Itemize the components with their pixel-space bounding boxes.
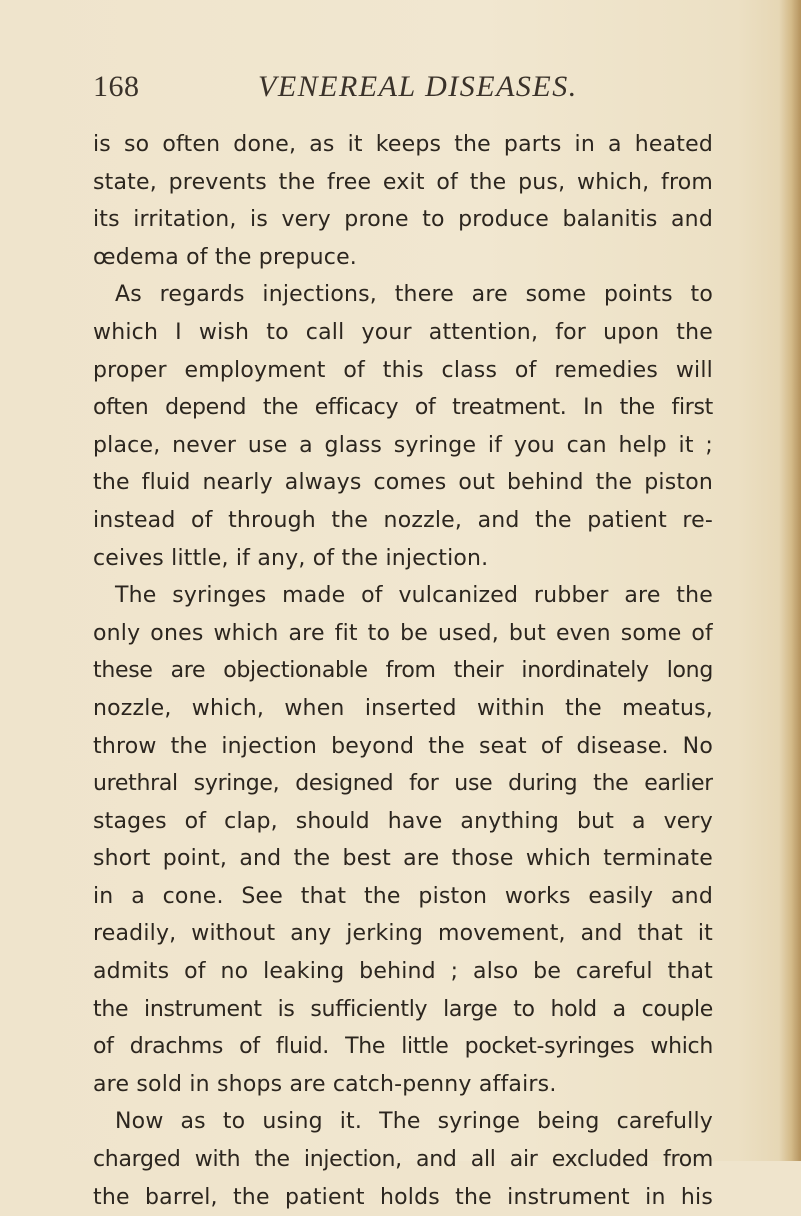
- text-line: the instrument is sufficiently large to hold a couple: [93, 996, 713, 1022]
- text-line: the barrel, the patient holds the instrument in his: [93, 1184, 713, 1210]
- text-line: in a cone. See that the piston works easily and: [93, 883, 713, 909]
- text-line: admits of no leaking behind ; also be careful that: [93, 959, 713, 985]
- text-line: proper employment of this class of remedies will: [93, 357, 713, 383]
- text-line: The syringes made of vulcanized rubber are the: [115, 583, 713, 609]
- text-line: are sold in shops are catch-penny affairs.: [93, 1071, 557, 1097]
- text-line: urethral syringe, designed for use during the earlier: [93, 771, 713, 797]
- text-line: place, never use a glass syringe if you can help it ;: [93, 432, 713, 458]
- text-line: instead of through the nozzle, and the patient re-: [93, 507, 713, 533]
- text-line: charged with the injection, and all air excluded from: [93, 1147, 713, 1173]
- text-line: its irritation, is very prone to produce balanitis and: [93, 207, 713, 233]
- text-line: the fluid nearly always comes out behind the piston: [93, 470, 713, 496]
- page-number: 168: [93, 70, 140, 103]
- text-line: throw the injection beyond the seat of disease. No: [93, 733, 713, 759]
- text-line: state, prevents the free exit of the pus, which, from: [93, 169, 713, 195]
- page-edge-shadow: [779, 0, 801, 1161]
- text-line: only ones which are fit to be used, but even some of: [93, 620, 713, 646]
- text-line: short point, and the best are those which terminate: [93, 846, 713, 872]
- text-line: As regards injections, there are some points to: [115, 282, 713, 308]
- text-line: ceives little, if any, of the injection.: [93, 545, 489, 571]
- running-title: VENEREAL DISEASES.: [258, 70, 578, 103]
- text-line: readily, without any jerking movement, and that it: [93, 921, 713, 947]
- text-line: Now as to using it. The syringe being carefully: [115, 1109, 713, 1135]
- text-line: nozzle, which, when inserted within the meatus,: [93, 695, 713, 721]
- text-line: these are objectionable from their inordinately long: [93, 658, 713, 684]
- text-line: œdema of the prepuce.: [93, 244, 357, 270]
- running-head: [93, 70, 733, 110]
- body-text: [93, 126, 713, 1216]
- text-line: is so often done, as it keeps the parts in a heated: [93, 132, 713, 157]
- text-line: often depend the efficacy of treatment. In the first: [93, 395, 713, 421]
- text-line: which I wish to call your attention, for upon the: [93, 319, 713, 345]
- text-line: stages of clap, should have anything but a very: [93, 808, 713, 834]
- text-line: of drachms of fluid. The little pocket-syringes which: [93, 1034, 713, 1060]
